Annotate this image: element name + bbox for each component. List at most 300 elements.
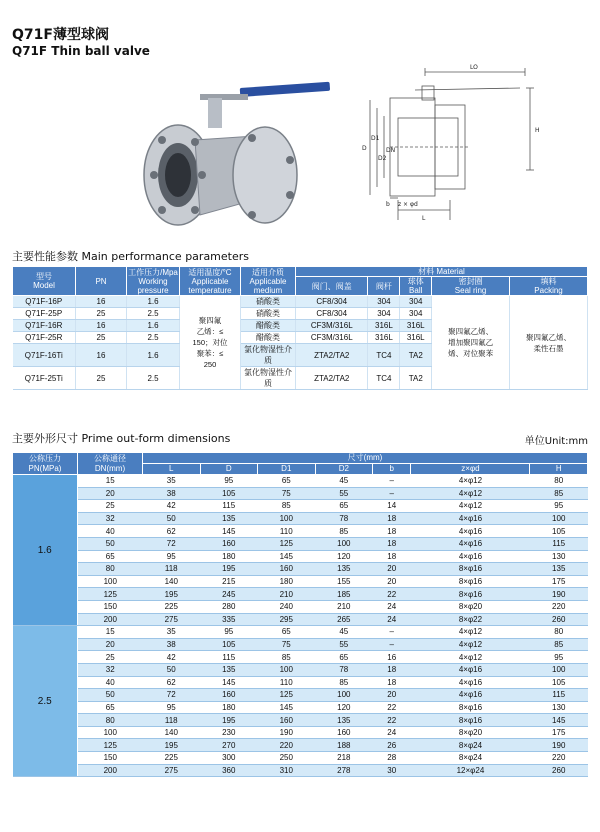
dims-cell: 78: [315, 663, 373, 676]
dims-cell: 275: [143, 613, 201, 626]
dims-row: [13, 550, 588, 563]
perf-cell-ball: 304: [400, 308, 432, 320]
dims-cell: 118: [143, 714, 201, 727]
dims-cell: 20: [373, 575, 411, 588]
dims-cell-dn: 100: [78, 726, 143, 739]
dims-row: [13, 764, 588, 777]
seal-line: 烯、对位聚苯: [448, 349, 494, 358]
dims-cell: 4×φ16: [411, 512, 530, 525]
label-d2: D2: [378, 155, 387, 162]
temperature-line: 聚苯：≤: [196, 349, 224, 358]
hdr-pressure: 工作压力/Mpa Working pressure: [128, 267, 178, 295]
dims-row: [13, 600, 588, 613]
dims-cell: 335: [200, 613, 258, 626]
dims-cell: 175: [530, 575, 588, 588]
dims-cell-dn: 65: [78, 550, 143, 563]
perf-cell-pn: 25: [76, 332, 127, 344]
dims-cell: 18: [373, 512, 411, 525]
dims-row: [13, 512, 588, 525]
dims-cell: 4×φ16: [411, 676, 530, 689]
dims-cell: 140: [143, 575, 201, 588]
dims-cell-dn: 100: [78, 575, 143, 588]
dims-cell: 155: [315, 575, 373, 588]
temperature-line: 乙烯：≤: [196, 327, 224, 336]
performance-table: [12, 266, 588, 390]
perf-cell-stem: 304: [368, 308, 400, 320]
dims-row: [13, 613, 588, 626]
dims-cell: 125: [258, 537, 316, 550]
title-chinese: Q71F薄型球阀: [12, 27, 109, 43]
dims-cell: 105: [200, 487, 258, 500]
perf-cell-pressure: 1.6: [127, 320, 180, 332]
dims-cell: 190: [530, 588, 588, 601]
label-dn: DN: [386, 147, 396, 154]
dims-cell: 260: [530, 764, 588, 777]
dims-row: [13, 537, 588, 550]
hdr-col: D1: [258, 464, 316, 475]
dims-row: [13, 663, 588, 676]
dims-cell: 8×φ24: [411, 739, 530, 752]
dims-cell: 16: [373, 651, 411, 664]
dims-cell: 22: [373, 701, 411, 714]
dims-cell: 180: [258, 575, 316, 588]
perf-cell-valve: CF3M/316L: [296, 332, 368, 344]
perf-cell-pn: 25: [76, 367, 127, 390]
dims-cell: 135: [315, 563, 373, 576]
dims-cell: 85: [315, 525, 373, 538]
dims-cell: 275: [143, 764, 201, 777]
hdr-col: b: [373, 464, 411, 475]
dims-cell-dn: 20: [78, 638, 143, 651]
perf-cell-seal: [432, 296, 510, 390]
temperature-line: 250: [203, 360, 217, 369]
dims-cell: 195: [143, 588, 201, 601]
dims-cell: 280: [200, 600, 258, 613]
dims-row: [13, 475, 588, 488]
dims-cell: 20: [373, 689, 411, 702]
packing-line: 柔性石墨: [533, 343, 564, 353]
dims-cell: 45: [315, 626, 373, 639]
dims-cell: 95: [530, 500, 588, 513]
dims-cell-dn: 15: [78, 626, 143, 639]
dims-cell: 175: [530, 726, 588, 739]
dims-row: [13, 525, 588, 538]
dims-cell: 220: [258, 739, 316, 752]
dims-cell: 180: [200, 701, 258, 714]
dims-cell: 4×φ12: [411, 626, 530, 639]
hdr-seal: 密封圈 Seal ring: [432, 277, 510, 296]
label-h: H: [535, 127, 540, 134]
dims-cell: 100: [530, 663, 588, 676]
perf-section-title: 主要性能参数 Main performance parameters: [12, 250, 249, 263]
dims-cell-dn: 20: [78, 487, 143, 500]
hdr-col: z×φd: [411, 464, 530, 475]
perf-cell-stem: 316L: [368, 332, 400, 344]
dims-cell: 85: [258, 500, 316, 513]
dims-cell: 55: [315, 638, 373, 651]
perf-cell-model: Q71F-25Ti: [13, 367, 76, 390]
dims-cell: 62: [143, 525, 201, 538]
perf-cell-valve: ZTA2/TA2: [296, 367, 368, 390]
dims-cell: 4×φ16: [411, 663, 530, 676]
dims-cell: 18: [373, 537, 411, 550]
perf-cell-stem: TC4: [368, 344, 400, 367]
hdr-size: 尺寸(mm): [143, 453, 588, 464]
dims-cell: 135: [315, 714, 373, 727]
packing-line: 聚四氟乙烯、: [526, 332, 572, 342]
perf-cell-medium: 硝酸类: [241, 296, 296, 308]
valve-photo: [140, 80, 340, 230]
perf-cell-pn: 25: [76, 308, 127, 320]
dims-cell: 245: [200, 588, 258, 601]
dims-row: [13, 726, 588, 739]
dims-cell: 95: [200, 626, 258, 639]
dims-cell: 4×φ12: [411, 487, 530, 500]
dims-cell: 38: [143, 487, 201, 500]
dims-cell: 145: [200, 676, 258, 689]
dims-cell: 145: [258, 701, 316, 714]
dims-cell: 95: [143, 550, 201, 563]
dims-cell: 75: [258, 487, 316, 500]
dims-cell: 8×φ22: [411, 613, 530, 626]
dims-cell: 24: [373, 726, 411, 739]
dims-cell: 195: [200, 563, 258, 576]
dims-cell: 185: [315, 588, 373, 601]
perf-cell-medium: 醋酸类: [241, 332, 296, 344]
perf-cell-ball: 316L: [400, 332, 432, 344]
dims-cell: 85: [530, 638, 588, 651]
dims-cell: 160: [258, 563, 316, 576]
dims-cell: 135: [530, 563, 588, 576]
dims-cell: 24: [373, 600, 411, 613]
dims-cell: 190: [530, 739, 588, 752]
dims-cell: 105: [200, 638, 258, 651]
dims-cell-dn: 40: [78, 525, 143, 538]
dims-cell: 65: [258, 626, 316, 639]
title-english: Q71F Thin ball valve: [12, 44, 150, 58]
dims-cell: 4×φ12: [411, 638, 530, 651]
dims-cell: 135: [200, 663, 258, 676]
dims-cell: 28: [373, 752, 411, 765]
temperature-line: 150；对位: [192, 338, 228, 347]
dims-cell: 4×φ16: [411, 689, 530, 702]
dims-cell: 220: [530, 752, 588, 765]
dims-cell: 8×φ24: [411, 752, 530, 765]
dims-cell: –: [373, 487, 411, 500]
dims-cell: 220: [530, 600, 588, 613]
dims-cell: 130: [530, 550, 588, 563]
dims-cell: 75: [258, 638, 316, 651]
dims-cell: 100: [315, 689, 373, 702]
dims-cell: 95: [143, 701, 201, 714]
dims-cell: –: [373, 626, 411, 639]
perf-cell-model: Q71F-25P: [13, 308, 76, 320]
dims-cell: 160: [258, 714, 316, 727]
perf-cell-pn: 16: [76, 320, 127, 332]
dims-cell: 42: [143, 500, 201, 513]
dims-cell: 160: [200, 537, 258, 550]
hdr-medium: 适用介质 Applicable medium: [241, 267, 296, 296]
dims-row: [13, 487, 588, 500]
hdr-model: 型号 Model: [13, 267, 76, 296]
dims-cell: 115: [200, 651, 258, 664]
dims-cell: 210: [315, 600, 373, 613]
dims-cell: 20: [373, 563, 411, 576]
dims-cell: 35: [143, 475, 201, 488]
dims-cell: 18: [373, 676, 411, 689]
dims-cell: 260: [530, 613, 588, 626]
dims-cell: 145: [200, 525, 258, 538]
dims-cell: 140: [143, 726, 201, 739]
dims-row: [13, 638, 588, 651]
dims-cell: 12×φ24: [411, 764, 530, 777]
hdr-pn-mpa: 公称压力 PN(MPa): [13, 453, 78, 475]
perf-cell-pressure: 2.5: [127, 367, 180, 390]
dims-cell: 105: [530, 676, 588, 689]
dims-row: [13, 651, 588, 664]
perf-cell-medium: 氯化物湿性介质: [241, 344, 296, 367]
label-lo: LO: [470, 64, 478, 71]
dims-cell: 65: [315, 500, 373, 513]
hdr-col: H: [530, 464, 588, 475]
dims-row: [13, 500, 588, 513]
dims-cell: 4×φ12: [411, 651, 530, 664]
dims-cell: 50: [143, 512, 201, 525]
dims-cell-dn: 25: [78, 651, 143, 664]
dims-cell: 120: [315, 550, 373, 563]
dims-cell: –: [373, 475, 411, 488]
perf-cell-model: Q71F-16R: [13, 320, 76, 332]
perf-cell-valve: ZTA2/TA2: [296, 344, 368, 367]
dims-cell-dn: 25: [78, 500, 143, 513]
dims-cell: 118: [143, 563, 201, 576]
dims-cell: 115: [200, 500, 258, 513]
dims-cell: 225: [143, 752, 201, 765]
dims-cell: 130: [530, 701, 588, 714]
dims-cell: 230: [200, 726, 258, 739]
perf-cell-stem: 316L: [368, 320, 400, 332]
perf-cell-ball: TA2: [400, 344, 432, 367]
dims-row: [13, 563, 588, 576]
pn-group: 1.6: [13, 475, 78, 626]
dims-row: [13, 588, 588, 601]
dims-row: [13, 689, 588, 702]
dims-cell: 22: [373, 588, 411, 601]
dims-cell-dn: 125: [78, 588, 143, 601]
dims-cell: 8×φ16: [411, 701, 530, 714]
dims-cell: 22: [373, 714, 411, 727]
dims-cell: 360: [200, 764, 258, 777]
dims-cell: 4×φ12: [411, 475, 530, 488]
dims-row: [13, 575, 588, 588]
dims-row: [13, 714, 588, 727]
dimension-drawing: [350, 60, 575, 235]
dims-cell-dn: 150: [78, 752, 143, 765]
dims-cell: 24: [373, 613, 411, 626]
label-d1: D1: [371, 135, 380, 142]
dims-cell-dn: 50: [78, 537, 143, 550]
dims-cell: 38: [143, 638, 201, 651]
dims-cell: 240: [258, 600, 316, 613]
dims-cell: –: [373, 638, 411, 651]
dims-cell: 8×φ16: [411, 563, 530, 576]
perf-cell-stem: TC4: [368, 367, 400, 390]
dims-cell: 295: [258, 613, 316, 626]
dims-cell: 125: [258, 689, 316, 702]
perf-cell-pn: 16: [76, 344, 127, 367]
dims-cell: 95: [530, 651, 588, 664]
dims-cell: 300: [200, 752, 258, 765]
dims-cell: 8×φ20: [411, 726, 530, 739]
dims-cell: 4×φ16: [411, 525, 530, 538]
dims-cell: 210: [258, 588, 316, 601]
label-d: D: [362, 145, 367, 152]
dims-cell: 110: [258, 525, 316, 538]
dims-cell-dn: 15: [78, 475, 143, 488]
perf-cell-valve: CF8/304: [296, 296, 368, 308]
hdr-col: L: [143, 464, 201, 475]
dims-cell: 190: [258, 726, 316, 739]
dims-cell-dn: 50: [78, 689, 143, 702]
dims-row: [13, 626, 588, 639]
dims-cell: 218: [315, 752, 373, 765]
perf-cell-ball: 316L: [400, 320, 432, 332]
dims-cell: 65: [258, 475, 316, 488]
temperature-line: 聚四氟: [198, 316, 222, 325]
dims-cell: 160: [315, 726, 373, 739]
dims-cell: 72: [143, 689, 201, 702]
dims-cell: 100: [530, 512, 588, 525]
dims-row: [13, 752, 588, 765]
dims-cell: 78: [315, 512, 373, 525]
dims-cell-dn: 200: [78, 613, 143, 626]
dims-cell: 160: [200, 689, 258, 702]
dims-cell: 35: [143, 626, 201, 639]
perf-cell-model: Q71F-25R: [13, 332, 76, 344]
dims-cell: 45: [315, 475, 373, 488]
dims-cell: 50: [143, 663, 201, 676]
dims-cell: 4×φ16: [411, 537, 530, 550]
label-zd: z × φd: [398, 201, 418, 208]
label-b: b: [386, 201, 390, 208]
label-l: L: [422, 215, 426, 222]
dims-cell: 100: [258, 512, 316, 525]
perf-cell-pressure: 1.6: [127, 296, 180, 308]
unit-label: 单位Unit:mm: [524, 436, 588, 447]
dims-cell: 145: [530, 714, 588, 727]
dims-cell: 72: [143, 537, 201, 550]
dims-cell: 26: [373, 739, 411, 752]
dims-cell-dn: 80: [78, 714, 143, 727]
perf-cell-ball: TA2: [400, 367, 432, 390]
dims-cell: 18: [373, 525, 411, 538]
dims-cell: 4×φ16: [411, 550, 530, 563]
dims-cell-dn: 65: [78, 701, 143, 714]
dims-cell-dn: 200: [78, 764, 143, 777]
perf-cell-pressure: 1.6: [127, 344, 180, 367]
dims-cell: 85: [530, 487, 588, 500]
dims-cell: 8×φ20: [411, 600, 530, 613]
dims-cell-dn: 32: [78, 512, 143, 525]
dims-cell: 110: [258, 676, 316, 689]
dims-cell: 100: [315, 537, 373, 550]
perf-cell-packing: [510, 296, 588, 390]
dims-cell: 270: [200, 739, 258, 752]
perf-cell-pressure: 2.5: [127, 332, 180, 344]
dims-cell: 30: [373, 764, 411, 777]
hdr-stem: 阀杆: [368, 277, 400, 296]
dims-cell: 225: [143, 600, 201, 613]
dims-cell-dn: 150: [78, 600, 143, 613]
dims-cell: 55: [315, 487, 373, 500]
dims-cell: 180: [200, 550, 258, 563]
dimensions-table: [12, 452, 588, 777]
dims-cell: 145: [258, 550, 316, 563]
dims-cell: 250: [258, 752, 316, 765]
dims-cell: 215: [200, 575, 258, 588]
seal-line: 聚四氟乙烯、: [448, 327, 494, 336]
dims-cell: 195: [200, 714, 258, 727]
dims-cell: 62: [143, 676, 201, 689]
dims-cell-dn: 125: [78, 739, 143, 752]
dims-cell: 80: [530, 626, 588, 639]
dims-cell-dn: 32: [78, 663, 143, 676]
perf-cell-model: Q71F-16P: [13, 296, 76, 308]
perf-cell-ball: 304: [400, 296, 432, 308]
dims-cell: 8×φ16: [411, 575, 530, 588]
perf-cell-pn: 16: [76, 296, 127, 308]
perf-cell-model: Q71F-16Ti: [13, 344, 76, 367]
perf-cell-pressure: 2.5: [127, 308, 180, 320]
dims-row: [13, 701, 588, 714]
perf-cell-medium: 醋酸类: [241, 320, 296, 332]
dims-cell: 65: [315, 651, 373, 664]
hdr-ball: 球体 Ball: [400, 277, 432, 296]
pn-group: 2.5: [13, 626, 78, 777]
hdr-pn: PN: [76, 267, 127, 296]
perf-cell-temperature: [180, 296, 241, 390]
dims-cell: 8×φ16: [411, 714, 530, 727]
dims-cell: 120: [315, 701, 373, 714]
dims-cell: 115: [530, 689, 588, 702]
perf-cell-valve: CF3M/316L: [296, 320, 368, 332]
dims-section-title: 主要外形尺寸 Prime out-form dimensions: [12, 432, 231, 445]
perf-cell-stem: 304: [368, 296, 400, 308]
dims-cell: 42: [143, 651, 201, 664]
seal-line: 增加聚四氟乙: [448, 338, 494, 347]
hdr-col: D: [200, 464, 258, 475]
dims-cell: 4×φ12: [411, 500, 530, 513]
dims-cell: 18: [373, 663, 411, 676]
dims-cell: 310: [258, 764, 316, 777]
dims-cell: 278: [315, 764, 373, 777]
dims-cell: 85: [315, 676, 373, 689]
dims-cell: 105: [530, 525, 588, 538]
dims-cell: 85: [258, 651, 316, 664]
hdr-material: 材料 Material: [296, 267, 588, 277]
dims-cell: 18: [373, 550, 411, 563]
hdr-dn-mm: 公称通径 DN(mm): [78, 453, 143, 475]
dims-cell: 95: [200, 475, 258, 488]
dims-cell-dn: 80: [78, 563, 143, 576]
dims-row: [13, 739, 588, 752]
perf-cell-medium: 硝酸类: [241, 308, 296, 320]
perf-cell-valve: CF8/304: [296, 308, 368, 320]
dims-cell: 14: [373, 500, 411, 513]
hdr-col: D2: [315, 464, 373, 475]
dims-row: [13, 676, 588, 689]
hdr-temperature: 适用温度/°C Applicable temperature: [180, 267, 241, 296]
